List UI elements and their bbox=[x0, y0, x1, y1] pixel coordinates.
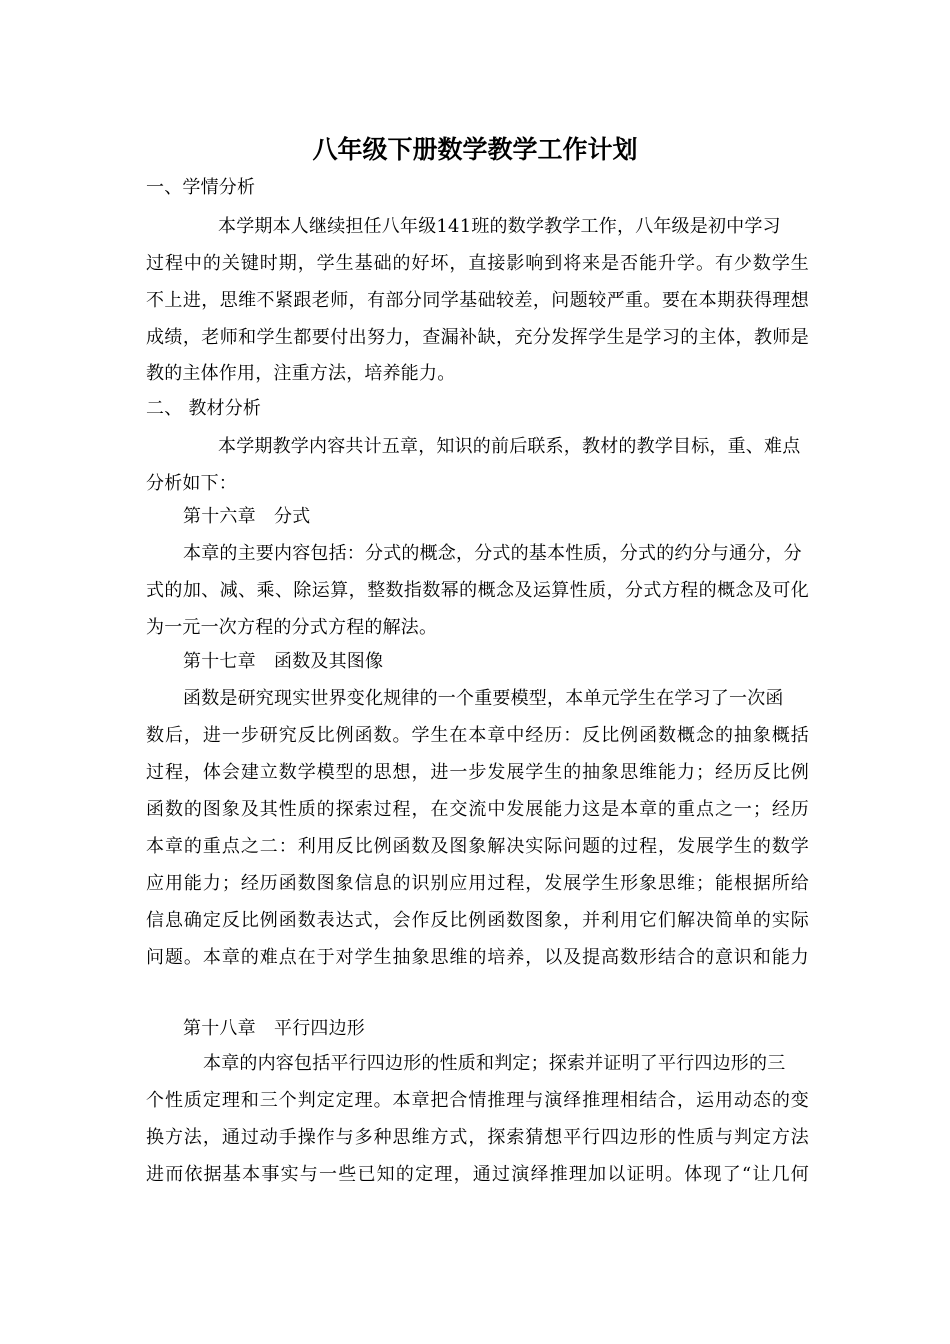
document-title: 八年级下册数学教学工作计划 bbox=[312, 135, 638, 164]
paragraph-line: 过程，体会建立数学模型的思想，进一步发展学生的抽象思维能力；经历反比例 bbox=[146, 762, 809, 783]
paragraph-line: 式的加、减、乘、除运算，整数指数幂的概念及运算性质，分式方程的概念及可化 bbox=[146, 580, 809, 601]
section-heading-textbook-analysis: 二、 教材分析 bbox=[146, 398, 262, 419]
paragraph-line: 本章的重点之二：利用反比例函数及图象解决实际问题的过程，发展学生的数学 bbox=[146, 836, 809, 857]
section-heading-student-analysis: 一、学情分析 bbox=[146, 177, 256, 198]
paragraph-line: 个性质定理和三个判定定理。本章把合情推理与演绎推理相结合，运用动态的变 bbox=[146, 1090, 809, 1111]
paragraph-line: 换方法，通过动手操作与多种思维方式，探索猜想平行四边形的性质与判定方法 bbox=[146, 1127, 809, 1148]
paragraph-line: 本学期教学内容共计五章，知识的前后联系，教材的教学目标，重、难点 bbox=[218, 436, 801, 457]
paragraph-line: 过程中的关键时期，学生基础的好坏，直接影响到将来是否能升学。有少数学生 bbox=[146, 253, 809, 274]
paragraph-line: 应用能力；经历函数图象信息的识别应用过程，发展学生形象思维；能根据所给 bbox=[146, 873, 809, 894]
paragraph-line: 进而依据基本事实与一些已知的定理，通过演绎推理加以证明。体现了“让几何 bbox=[146, 1164, 809, 1185]
paragraph-line: 教的主体作用，注重方法，培养能力。 bbox=[146, 363, 456, 384]
paragraph-line: 数后，进一步研究反比例函数。学生在本章中经历：反比例函数概念的抽象概括 bbox=[146, 725, 809, 746]
chapter-heading-16: 第十六章 分式 bbox=[183, 506, 311, 527]
chapter-heading-17: 第十七章 函数及其图像 bbox=[183, 651, 384, 672]
paragraph-line: 分析如下： bbox=[146, 473, 237, 494]
paragraph-line: 本章的内容包括平行四边形的性质和判定；探索并证明了平行四边形的三 bbox=[203, 1053, 786, 1074]
paragraph-line: 函数是研究现实世界变化规律的一个重要模型，本单元学生在学习了一次函 bbox=[183, 688, 784, 709]
paragraph-line: 问题。本章的难点在于对学生抽象思维的培养，以及提高数形结合的意识和能力 bbox=[146, 947, 809, 968]
paragraph-line: 成绩，老师和学生都要付出努力，查漏补缺，充分发挥学生是学习的主体，教师是 bbox=[146, 327, 809, 348]
paragraph-line: 不上进，思维不紧跟老师，有部分同学基础较差，问题较严重。要在本期获得理想 bbox=[146, 290, 809, 311]
paragraph-line: 信息确定反比例函数表达式，会作反比例函数图象，并利用它们解决简单的实际 bbox=[146, 910, 809, 931]
chapter-heading-18: 第十八章 平行四边形 bbox=[183, 1018, 365, 1039]
paragraph-line: 函数的图象及其性质的探索过程，在交流中发展能力这是本章的重点之一；经历 bbox=[146, 799, 809, 820]
paragraph-line: 本章的主要内容包括：分式的概念，分式的基本性质，分式的约分与通分，分 bbox=[183, 543, 802, 564]
paragraph-line: 本学期本人继续担任八年级141班的数学教学工作，八年级是初中学习 bbox=[218, 216, 781, 237]
paragraph-line: 为一元一次方程的分式方程的解法。 bbox=[146, 617, 438, 638]
